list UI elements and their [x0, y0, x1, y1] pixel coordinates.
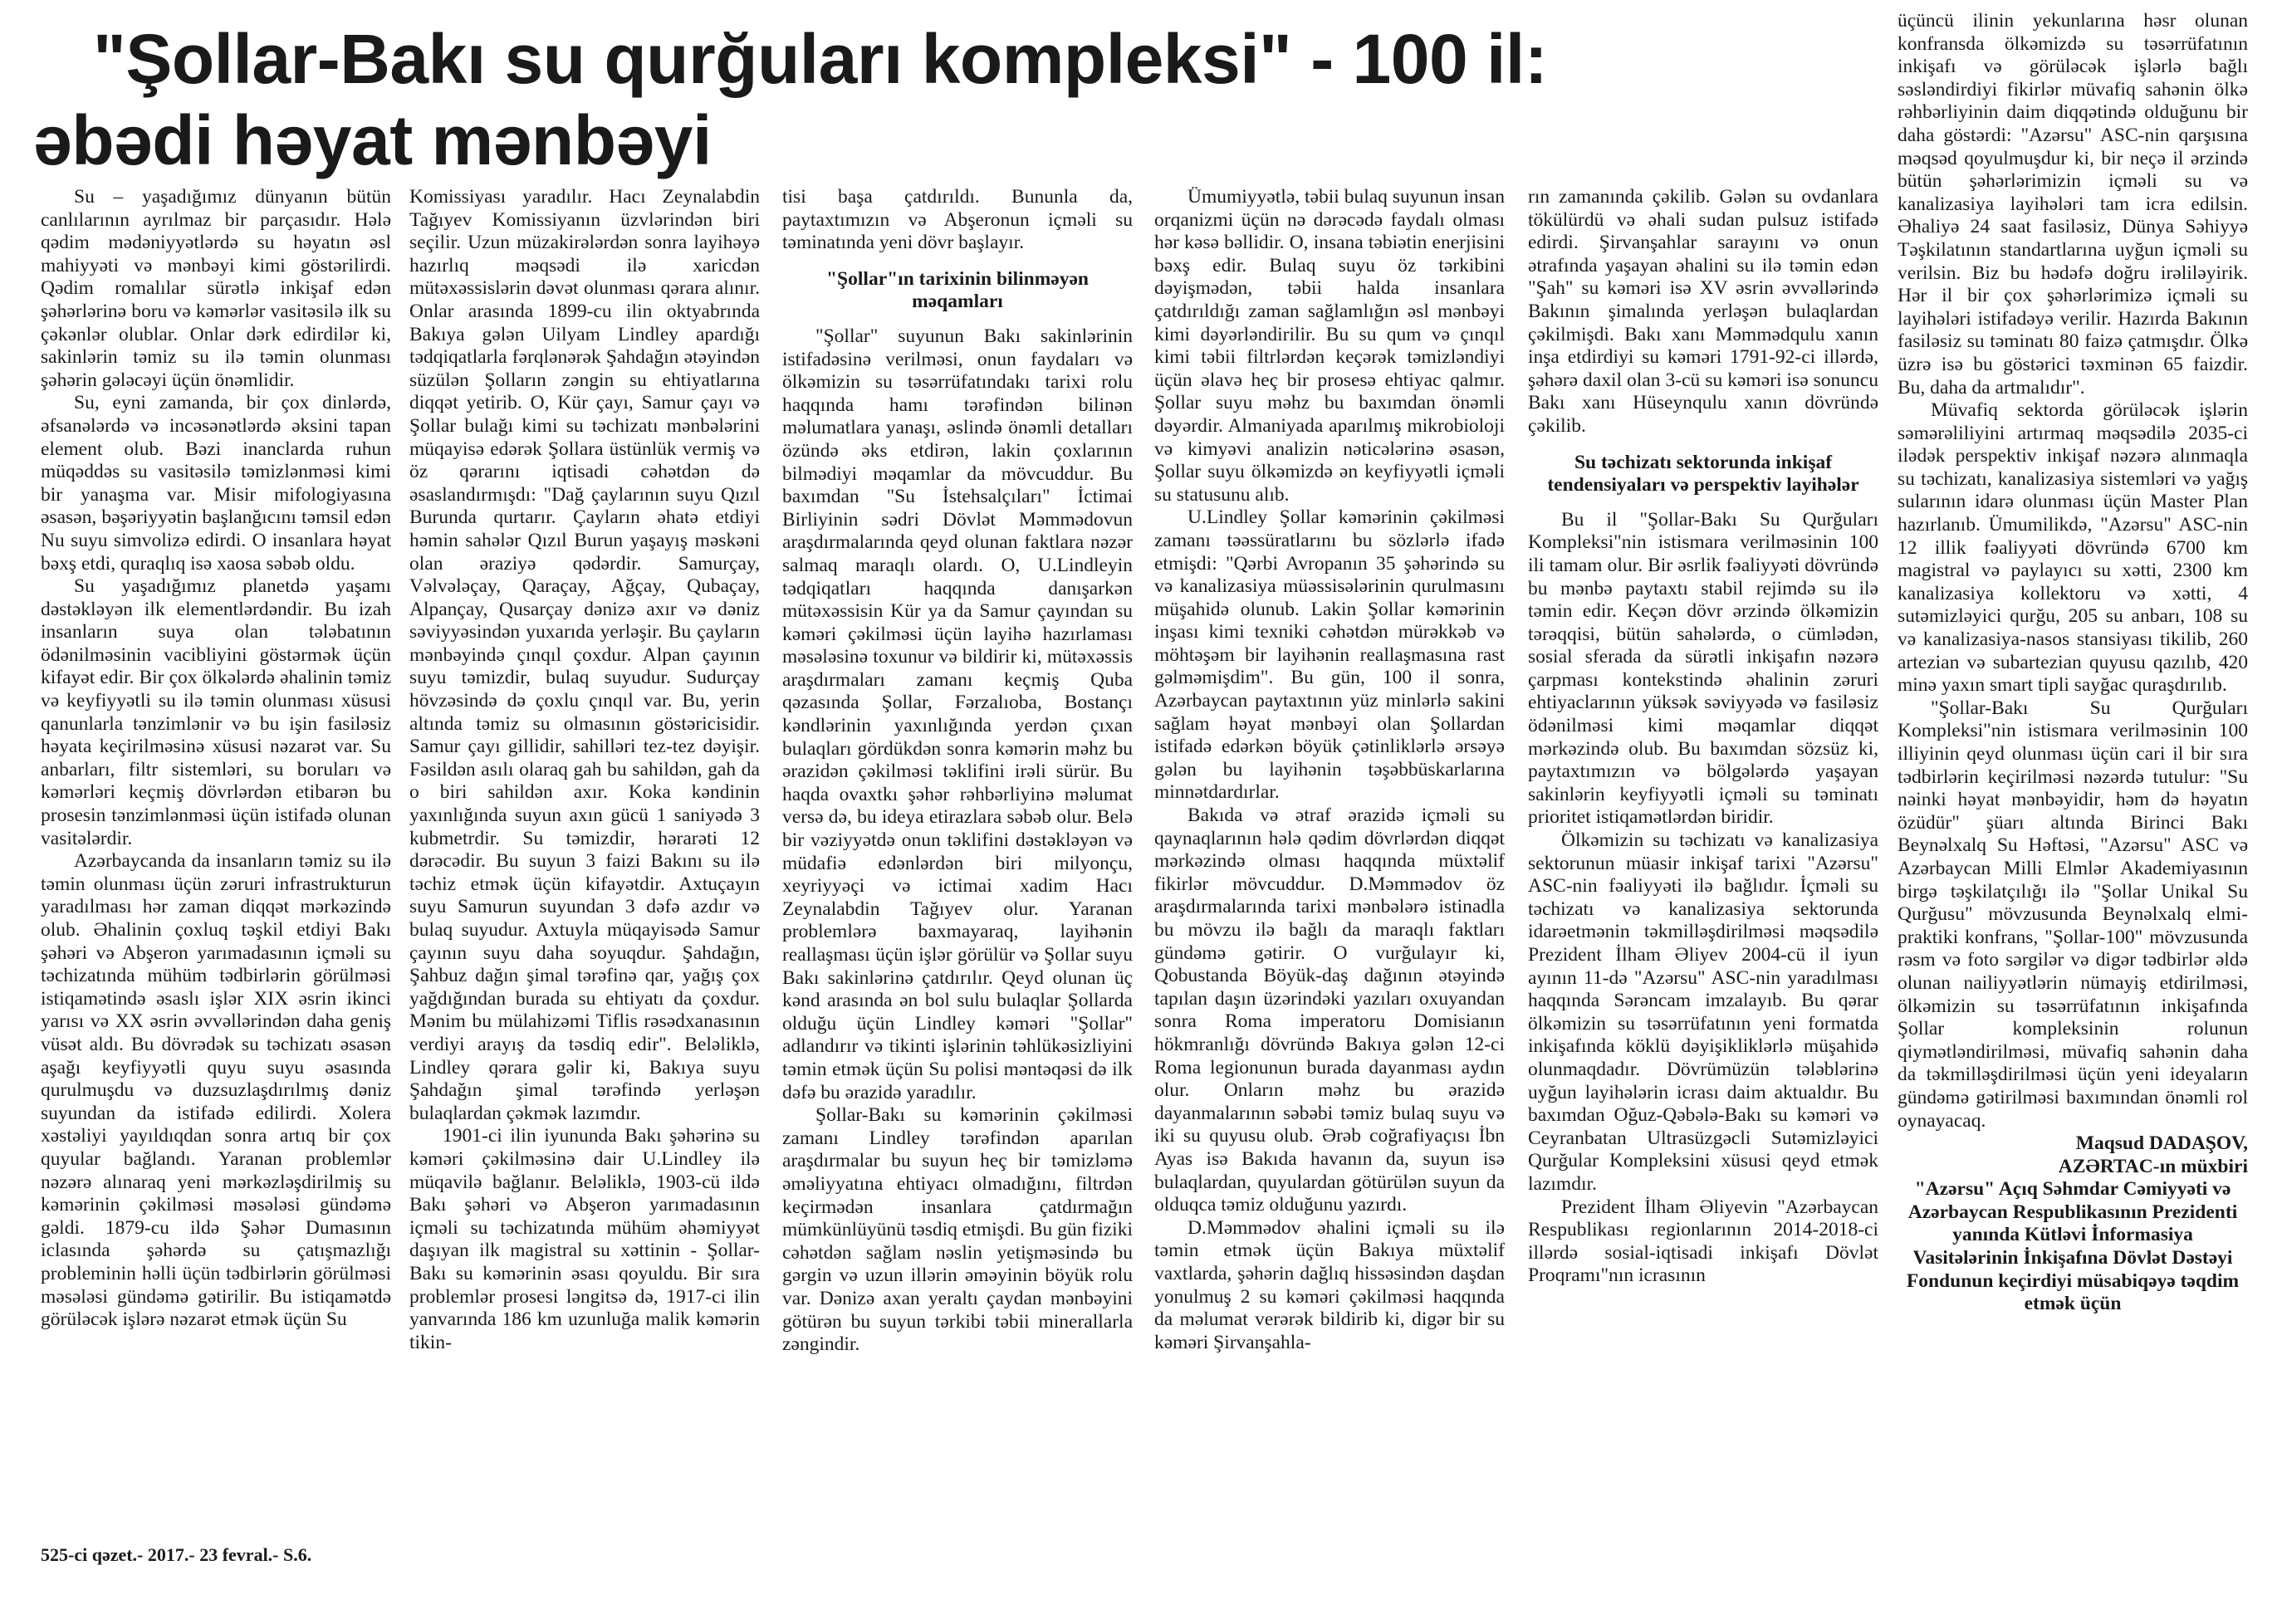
paragraph: rın zamanında çəkilib. Gələn su ovdanlara tökülürdü və əhali sudan pulsuz istifadə edirdi. Şirvanşahlar sarayını və onun ətrafında yaşayan əhalini su ilə təmin edən "Şah" su kəməri isə XV əsrin əvvəllərində Bakının şimalında yerləşən bulaqlardan çəkilmişdi. Bakı xanı Məmmədqulu xanın inşa etdirdiyi su kəməri 1791-92-ci illərdə, şəhərə daxil olan 3-cü su kəməri isə sonuncu Bakı xanı Hüseynqulu xanın dövründə çəkilib.: [1528, 186, 1878, 437]
contest-note: "Azərsu" Açıq Səhmdar Cəmiyyəti və Azərbaycan Respublikasının Prezidenti yanında Kütləvi İnformasiya Vasitələrinin İnkişafına Dövlət Dəstəyi Fondunun keçirdiyi müsabiqəyə təqdim etmək üçün: [1906, 1178, 2240, 1315]
paragraph: "Şollar" suyunun Bakı sakinlərinin istifadəsinə verilməsi, onun faydaları və ölkəmizin su təsərrüfatındakı tarixi rolu haqqında hamı tərəfindən bilinən məlumatlara yanaşı, əslində önəmli detalları özündə əks etdirən, lakin çoxlarının bilmədiyi məqamlar da mövcuddur. Bu baxımdan "Su İstehsalçıları" İctimai Birliyinin sədri Dövlət Məmmədovun araşdırmalarında qeyd olunan faktlara nəzər salmaq maraqlı olardı. O, U.Lindleyin tədqiqatları haqqında danışarkən mütəxəssisin Kür ya da Samur çayından su kəməri çəkilməsi üçün layihə hazırlaması məsələsinə toxunur və bildirir ki, mütəxəssis araşdırmaları zamanı keçmiş Quba qəzasında Şollar, Fərzalıoba, Bostançı kəndlərinin yaxınlığında yerdən çıxan bulaqları gördükdən sonra kəmərin məhz bu ərazidən çəkilməsi təklifini irəli sürür. Bu haqda ovaxtkı şəhər rəhbərliyinə məlumat versə də, bu ideya etirazlara səbəb olur. Belə bir vəziyyətdə onun təklifini dəstəkləyən və müdafiə edənlərdən biri milyonçu, xeyriyyəçi və ictimai xadim Hacı Zeynalabdin Tağıyev olur. Yaranan problemlərə baxmayaraq, layihənin reallaşması üçün işlər görülür və Şollar suyu Bakı sakinlərinə çatdırılır. Qeyd olunan üç kənd arasında ən bol sulu bulaqlar Şollarda olduğu üçün Lindley kəməri "Şollar" adlandırır və tikinti işlərinin təhlükəsizliyini təmin etmək üçün Su polisi məntəqəsi də ilk dəfə bu ərazidə yaradılır.: [782, 325, 1133, 1103]
paragraph: tisi başa çatdırıldı. Bununla da, paytaxtımızın və Abşeronun içməli su təminatında yeni dövr başlayır.: [782, 186, 1133, 254]
section-heading: Su təchizatı sektorunda inkişaf tendensiyaları və perspektiv layihələr: [1547, 451, 1859, 496]
author-name: Maqsud DADAŞOV,: [2075, 1132, 2248, 1155]
title-line-2: əbədi həyat mənbəyi: [33, 101, 712, 179]
paragraph: Şollar-Bakı su kəmərinin çəkilməsi zamanı Lindley tərəfindən aparılan araşdırmalar bu suyun heç bir təmizləmə əməliyyatına ehtiyacı olmadığını, filtrdən keçirmədən insanlara çatdırmağın mümkünlüyünü təsdiq etmişdi. Bu gün fiziki cəhətdən sağlam nəslin yetişməsində bu gərgin və uzun illərin əməyinin böyük rolu var. Dənizə axan yeraltı çaydan mənbəyini götürən bu suyun tərkibi təbii minerallarla zəngindir.: [782, 1104, 1133, 1356]
paragraph: Prezident İlham Əliyevin "Azərbaycan Respublikası regionlarının 2014-2018-ci illərdə sosial-iqtisadi inkişafı Dövlət Proqramı"nın icrasının: [1528, 1196, 1878, 1287]
paragraph: Azərbaycanda da insanların təmiz su ilə təmin olunması üçün zəruri infrastrukturun yaradılması hər zaman diqqət mərkəzində olub. Əhalinin çoxluq təşkil etdiyi Bakı şəhəri və Abşeron yarımadasının içməli su təchizatında mühüm tədbirlərin görülməsi istiqamətində əsaslı işlər XIX əsrin ikinci yarısı və XX əsrin əvvəllərindən daha geniş vüsət aldı. Bu dövrədək su təchizatı əsasən aşağı keyfiyyətli quyu suyu əsasında qurulmuşdu və duzsuzlaşdırılmış dəniz suyundan da istifadə edilirdi. Xolera xəstəliyi yayıldıqdan sonra artıq bir çox quyular bağlandı. Yaranan problemlər nəzərə alınaraq yeni mərkəzləşdirilmiş su kəmərinin çəkilməsi məsələsi gündəmə gəldi. 1879-cu ildə Şəhər Dumasının iclasında şəhərdə su çatışmazlığı probleminin həlli üçün tədbirlərin görülməsi məsələsi gündəmə gətirilir. Bu istiqamətdə görüləcək işlərə nəzarət etmək üçün Su: [41, 850, 391, 1331]
paragraph: Su – yaşadığımız dünyanın bütün canlılarının ayrılmaz bir parçasıdır. Hələ qədim mədəniyyətlərdə su həyatın əsl mahiyyəti və mənbəyi kimi göstərilirdi. Qədim romalılar sürətlə inkişaf edən şəhərlərinə boru və kəmərlər vasitəsilə ilk su çəkənlər olublar. Onlar dərk edirdilər ki, sakinlərin təmiz su ilə təmin olunması şəhərin gələcəyi üçün önəmlidir.: [41, 186, 391, 391]
column-5: [1528, 186, 1878, 1288]
paragraph: Ümumiyyətlə, təbii bulaq suyunun insan orqanizmi üçün nə dərəcədə faydalı olması hər kəsə bəllidir. O, insana təbiətin enerjisini bəxş edir. Bulaq suyu öz tərkibini dəyişmədən, təbii halda insanlara çatdırıldığı zaman sağlamlığın əsl mənbəyi kimi dəyərləndirilir. Bu su qum və çınqıl kimi təbii filtrlərdən keçərək təmizləndiyi üçün əlavə heç bir prosesə ehtiyac qalmır. Şollar suyu məhz bu baxımdan önəmli dəyərdir. Almaniyada aparılmış mikrobioloji və kimyəvi analizin nəticələrinə əsasən, Şollar suyu ölkəmizdə ən keyfiyyətli içməli su statusunu alıb.: [1154, 186, 1505, 506]
paragraph: Su, eyni zamanda, bir çox dinlərdə, əfsanələrdə və incəsənətlərdə əksini tapan element olub. Bəzi inanclarda ruhun müqəddəs su vasitəsilə təmizlənməsi kimi bir yanaşma var. Misir mifologiyasına əsasən, bəşəriyyətin başlanğıcını təmsil edən Nu suyu simvolizə edirdi. O insanlara həyat bəxş etdi, quraqlıq isə xaosa səbəb oldu.: [41, 392, 391, 575]
paragraph: Müvafiq sektorda görüləcək işlərin səmərəliliyini artırmaq məqsədilə 2035-ci ilədək perspektiv inkişaf nəzərə alınmaqla su təchizatı, kanalizasiya sistemləri və yağış sularının idarə olunması üçün Master Plan hazırlanıb. Ümumilikdə, "Azərsu" ASC-nin 12 illik fəaliyyəti dövründə 6700 km magistral və paylayıcı su xətti, 2300 km kanalizasiya kollektoru və xətti, 4 sutəmizləyici qurğu, 205 su anbarı, 108 su və kanalizasiya-nasos stansiyası tikilib, 260 artezian və subartezian quyusu qazılıb, 420 minə yaxın smart tipli sayğac quraşdırılıb.: [1898, 399, 2248, 697]
article-title: [33, 18, 1868, 181]
paragraph: Bakıda və ətraf ərazidə içməli su qaynaqlarının hələ qədim dövrlərdən diqqət mərkəzində olması haqqında müxtəlif fikirlər mövcuddur. D.Məmmədov öz araşdırmalarında tarixi mənbələrə istinadla bu mövzu ilə bağlı da maraqlı faktları gündəmə gətirir. O vurğulayır ki, Qobustanda Böyük-daş dağının ətəyində tapılan daşın üzərindəki yazıları oxuyandan sonra Roma imperatoru Domisianın hökmranlığı dövründə Bakıya gələn 12-ci Roma legionunun burada dayanması aydın olur. Onların məhz bu ərazidə dayanmalarının səbəbi təmiz bulaq suyu və iki su quyusu olub. Ərəb coğrafiyaçısı İbn Ayas isə Bakıda havanın da, suyun isə bulaqlardan, quyulardan götürülən suyun da olduqca təmiz olduğunu yazırdı.: [1154, 805, 1505, 1216]
paragraph: Bu il "Şollar-Bakı Su Qurğuları Kompleksi"nin istismara verilməsinin 100 ili tamam olur. Bir əsrlik fəaliyyəti dövründə bu mənbə paytaxtı stabil rejimdə su ilə təmin edir. Keçən dövr ərzində ölkəmizin tərəqqisi, bütün sahələrdə, o cümlədən, sosial sferada da sürətli inkişafın nəzərə çarpması kontekstində əhalinin zəruri ehtiyaclarının yüksək səviyyədə və fasiləsiz ödənilməsi kimi məqamlar diqqət mərkəzində olub. Bu baxımdan sözsüz ki, paytaxtımızın və bölgələrdə yaşayan sakinlərin keyfiyyətli içməli su təminatı prioritet istiqamətlərdən biridir.: [1528, 508, 1878, 829]
column-2: [409, 186, 760, 1354]
section-heading: "Şollar"ın tarixinin bilinməyən məqamları: [826, 267, 1089, 313]
source-citation: 525-ci qəzet.- 2017.- 23 fevral.- S.6.: [41, 1544, 312, 1565]
paragraph: U.Lindley Şollar kəmərinin çəkilməsi zamanı təəssüratlarını bu sözlərlə ifadə etmişdi: "Qərbi Avropanın 35 şəhərində su və kanalizasiya müəssisələrinin qurulmasını müşahidə olunub. Lakin Şollar kəmərinin inşası kimi texniki cəhətdən mürəkkəb və möhtəşəm bir layihənin reallaşmasına rast gəlməmişdim". Bu gün, 100 il sonra, Azərbaycan paytaxtının yüz minlərlə sakini sağlam həyat mənbəyi olan Şollardan istifadə edərkən böyük çətinliklərlə ərsəyə gələn bu layihənin təşəbbüskarlarına minnətdardırlar.: [1154, 506, 1505, 804]
paragraph: Su yaşadığımız planetdə yaşamı dəstəkləyən ilk elementlərdəndir. Bu izah insanların suya olan tələbatının ödənilməsinin vacibliyini göstərmək üçün kifayət edir. Bir çox ölkələrdə əhalinin təmiz və keyfiyyətli su ilə təmin olunması xüsusi qanunlarla tənzimlənir və bu işin fasiləsiz həyata keçirilməsinə xüsusi nəzarət var. Su anbarları, filtr sistemləri, su boruları və kəmərləri keçmiş dövrlərdən etibarən bu prosesin tənzimlənməsi üçün istifadə olunan vasitələrdir.: [41, 575, 391, 849]
column-6: [1898, 10, 2248, 1316]
title-line-1: "Şollar-Bakı su qurğuları kompleksi" - 100 il:: [93, 20, 1548, 98]
column-4: [1154, 186, 1505, 1354]
paragraph: üçüncü ilinin yekunlarına həsr olunan konfransda ölkəmizdə su təsərrüfatının inkişafı və görüləcək işlərlə bağlı səsləndirdiyi fikirlər müvafiq sahənin ölkə rəhbərliyinin daim diqqətində olduğunu bir daha göstərdi: "Azərsu" ASC-nin qarşısına məqsəd qoyulmuşdur ki, bir neçə il ərzində bütün şəhərlərimizin içməli su və kanalizasiya layihələri tam icra edilsin. Əhaliyə 24 saat fasiləsiz, Dünya Səhiyyə Təşkilatının standartlarına uyğun içməli su verilsin. Biz bu hədəfə doğru irəliləyirik. Hər il bir çox şəhərlərimizə içməli su layihələri istifadəyə verilir. Hazırda Bakının fasiləsiz su təminatı 80 faizə çatmışdır. Ölkə üzrə isə bu göstərici təxminən 65 faizdir. Bu, daha da artmalıdır".: [1898, 10, 2248, 399]
paragraph: "Şollar-Bakı Su Qurğuları Kompleksi"nin istismara verilməsinin 100 illiyinin qeyd olunması üçün cari il bir sıra tədbirlərin keçirilməsi nəzərdə tutulur: "Su nəinki həyat mənbəyidir, həm də həyatın özüdür" şüarı altında Birinci Bakı Beynəlxalq Su Həftəsi, "Azərsu" ASC və Azərbaycan Milli Elmlər Akademiyasının birgə təşkilatçılığı ilə "Şollar Unikal Su Qurğusu" mövzusunda Beynəlxalq elmi-praktiki konfrans, "Şollar-100" mövzusunda rəsm və foto sərgilər və digər tədbirlər əldə olunan nailiyyətlərin nümayiş etdirilməsi, ölkəmizin su təsərrüfatının inkişafında Şollar kompleksinin rolunun qiymətləndirilməsi, müvafiq sahənin daha da təkmilləşdirilməsi üçün yeni ideyaların gündəmə gətirilməsi baxımından önəmli rol oynayacaq.: [1898, 697, 2248, 1132]
paragraph: D.Məmmədov əhalini içməli su ilə təmin etmək üçün Bakıya müxtəlif vaxtlarda, şəhərin dağlıq hissəsindən daşdan yonulmuş 2 su kəməri çəkilməsi haqqında da məlumat verərək bildirib ki, digər bir su kəməri Şirvanşahla-: [1154, 1216, 1505, 1353]
author-role: AZƏRTAC-ın müxbiri: [2058, 1155, 2248, 1177]
column-3: [782, 186, 1133, 1357]
column-1: [41, 186, 391, 1332]
paragraph: Ölkəmizin su təchizatı və kanalizasiya sektorunun müasir inkişaf tarixi "Azərsu" ASC-nin fəaliyyəti ilə bağlıdır. İçməli su təchizatı və kanalizasiya sektorunda idarəetmənin təkmilləşdirilməsi məqsədilə Prezident İlham Əliyev 2004-cü il iyun ayının 11-də "Azərsu" ASC-nin yaradılması haqqında Sərəncam imzalayıb. Bu qərar ölkəmizin su təsərrüfatının yeni formatda inkişafında köklü dəyişikliklərlə müşahidə olunmaqdadır. Dövrümüzün tələblərinə uyğun layihələrin icrası daim aktualdır. Bu baxımdan Oğuz-Qəbələ-Bakı su kəməri və Ceyranbatan Ultrasüzgəcli Sutəmizləyici Qurğular Kompleksini xüsusi qeyd etmək lazımdır.: [1528, 829, 1878, 1195]
paragraph: Komissiyası yaradılır. Hacı Zeynalabdin Tağıyev Komissiyanın üzvlərindən biri seçilir. Uzun müzakirələrdən sonra layihəyə hazırlıq məqsədi ilə xaricdən mütəxəssislərin dəvət olunması qərara alınır. Onlar arasında 1899-cu ilin oktyabrında Bakıya gələn Uilyam Lindley apardığı tədqiqatlarla fərqlənərək Şahdağın ətəyindən süzülən Şolların zəngin su ehtiyatlarına diqqət yetirib. O, Kür çayı, Samur çayı və Şollar bulağı kimi su təchizatı mənbələrini müqayisə edərək Şollara üstünlük vermiş və öz qərarını iqtisadi cəhətdən də əsaslandırmışdı: "Dağ çaylarının suyu Qızıl Burunda qurtarır. Çayların əhatə etdiyi həmin sahələr Qızıl Burun yaşayış məskəni olan əraziyə qədərdir. Samurçay, Vəlvələçay, Qaraçay, Ağçay, Qubaçay, Alpançay, Qusarçay dənizə axır və dəniz səviyyəsindən yuxarıda yerləşir. Bu çayların mənbəyində çınqıl çoxdur. Alpan çayının suyu təmizdir, bulaq suyudur. Sudurçay hövzəsində də çoxlu çınqıl var. Bu, yerin altında təmiz su olmasının göstəricisidir. Samur çayı gillidir, sahilləri tez-tez dəyişir. Fəsildən asılı olaraq gah bu sahildən, gah da o biri sahildən axır. Koka kəndinin yaxınlığında suyun axın gücü 1 saniyədə 3 kubmetrdir. Su təmizdir, hərarəti 12 dərəcədir. Bu suyun 3 faizi Bakını su ilə təchiz etmək üçün kifayətdir. Axtuçayın suyu Samurun suyundan 3 dəfə azdır və bulaq suyudur. Axtuyla müqayisədə Samur çayının suyu daha soyuqdur. Şahdağın, Şahbuz dağın şimal tərəfinə qar, yağış çox yağdığından burada su ehtiyatı da çoxdur. Mənim bu mülahizəmi Tiflis rəsədxanasının verdiyi arayış da təsdiq edir". Beləliklə, Lindley qərara gəlir ki, Bakıya suyu Şahdağın şimal tərəfində yerləşən bulaqlardan çəkmək lazımdır.: [409, 186, 760, 1124]
paragraph: 1901-ci ilin iyununda Bakı şəhərinə su kəməri çəkilməsinə dair U.Lindley ilə müqavilə bağlanır. Beləliklə, 1903-cü ildə Bakı şəhəri və Abşeron yarımadasının içməli su təchizatında mühüm əhəmiyyət daşıyan ilk magistral su xəttinin - Şollar-Bakı su kəmərinin əsası qoyuldu. Bir sıra problemlər prosesi ləngitsə də, 1917-ci ilin yanvarında 186 km uzunluğa malik kəmərin tikin-: [409, 1125, 760, 1353]
